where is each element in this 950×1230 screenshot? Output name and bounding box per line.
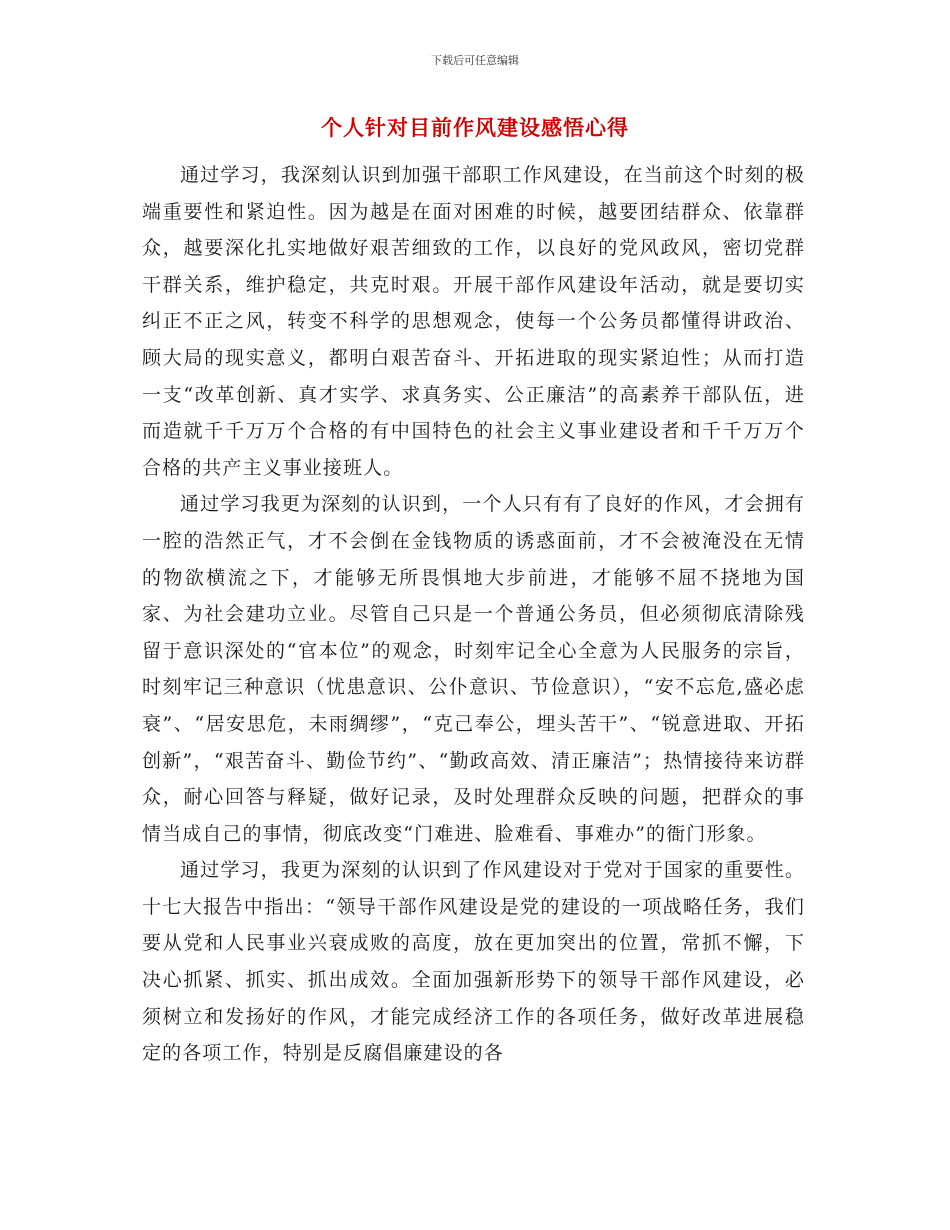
paragraph-3: 通过学习，我更为深刻的认识到了作风建设对于党对于国家的重要性。十七大报告中指出：“领导干部作风建设是党的建设的一项战略任务，我们要从党和人民事业兴衰成败的高度，放在更加突出的位置，常抓不懈，下决心抓紧、抓实、抓出成效。全面加强新形势下的领导干部作风建设，必须树立和发扬好的作风，才能完成经济工作的各项任务，做好改革进展稳定的各项工作，特别是反腐倡廉建设的各 [142,859,805,1065]
header-note: 下载后可任意编辑 [431,54,519,67]
paragraph-1: 通过学习，我深刻认识到加强干部职工作风建设，在当前这个时刻的极端重要性和紧迫性。因为越是在面对困难的时候，越要团结群众、依靠群众，越要深化扎实地做好艰苦细致的工作，以良好的党风政风，密切党群干群关系，维护稳定，共克时艰。开展干部作风建设年活动，就是要切实纠正不正之风，转变不科学的思想观念，使每一个公务员都懂得讲政治、顾大局的现实意义，都明白艰苦奋斗、开拓进取的现实紧迫性；从而打造一支“改革创新、真才实学、求真务实、公正廉洁”的高素养干部队伍，进而造就千千万万个合格的有中国特色的社会主义事业建设者和千千万万个合格的共产主义事业接班人。 [142,164,805,479]
document-title: 个人针对目前作风建设感悟心得 [321,116,629,140]
document-body [142,157,805,1072]
paragraph-2: 通过学习我更为深刻的认识到，一个人只有有了良好的作风，才会拥有一腔的浩然正气，才不会倒在金钱物质的诱惑面前，才不会被淹没在无情的物欲横流之下，才能够无所畏惧地大步前进，才能够不屈不挠地为国家、为社会建功立业。尽管自己只是一个普通公务员，但必须彻底清除残留于意识深处的“官本位”的观念，时刻牢记全心全意为人民服务的宗旨，时刻牢记三种意识（忧患意识、公仆意识、节俭意识），“安不忘危,盛必虑衰”、“居安思危，未雨绸缪”，“克己奉公，埋头苦干”、“锐意进取、开拓创新”，“艰苦奋斗、勤俭节约”、“勤政高效、清正廉洁”；热情接待来访群众，耐心回答与释疑，做好记录，及时处理群众反映的问题，把群众的事情当成自己的事情，彻底改变“门难进、脸难看、事难办”的衙门形象。 [142,493,805,845]
